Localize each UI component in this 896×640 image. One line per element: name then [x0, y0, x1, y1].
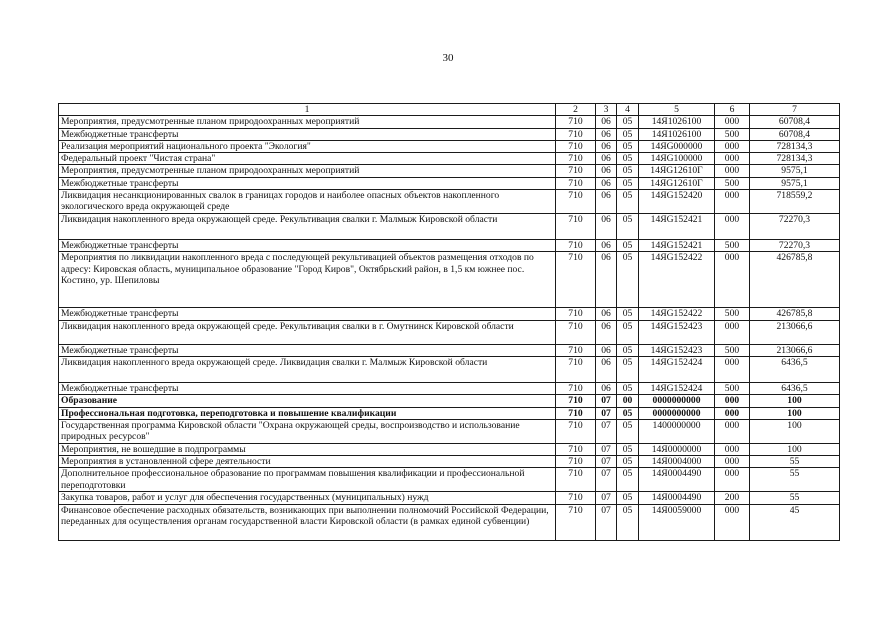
row-ministry-code: 710: [556, 140, 596, 152]
table-row: [59, 320, 840, 344]
row-name: Ликвидация накопленного вреда окружающей среде. Ликвидация свалки г. Малмыж Кировской области: [59, 356, 556, 382]
table-row: [59, 214, 840, 240]
row-amount: 55: [750, 456, 840, 468]
row-target-article: 14ЯG12610Г: [639, 165, 715, 177]
table-row: [59, 177, 840, 189]
row-section-code: 06: [596, 214, 617, 240]
row-expense-type: 500: [715, 177, 750, 189]
row-expense-type: 200: [715, 492, 750, 504]
row-expense-type: 000: [715, 153, 750, 165]
header-col-7: 7: [750, 104, 840, 116]
budget-table: [58, 103, 840, 541]
row-amount: 55: [750, 492, 840, 504]
row-amount: 718559,2: [750, 190, 840, 214]
row-name: Межбюджетные трансферты: [59, 177, 556, 189]
row-subsection-code: 05: [617, 382, 639, 394]
row-subsection-code: 05: [617, 320, 639, 344]
table-row: [59, 116, 840, 128]
row-amount: 728134,3: [750, 140, 840, 152]
row-ministry-code: 710: [556, 116, 596, 128]
row-expense-type: 500: [715, 344, 750, 356]
row-name: Межбюджетные трансферты: [59, 308, 556, 320]
row-amount: 213066,6: [750, 344, 840, 356]
row-section-code: 07: [596, 504, 617, 540]
row-target-article: 14ЯG152423: [639, 344, 715, 356]
header-col-1: 1: [59, 104, 556, 116]
table-row: [59, 252, 840, 308]
row-amount: 100: [750, 407, 840, 419]
row-target-article: 14ЯG152423: [639, 320, 715, 344]
row-name: Мероприятия по ликвидации накопленного вреда с последующей рекультивацией объектов размещения отходов по адресу: Кировская область, муниципальное образование "Город Киров", Октябрьский район, в 1,5 км южнее пос. Костино, ур. Шепиловы: [59, 252, 556, 308]
row-section-code: 07: [596, 395, 617, 407]
row-name: Мероприятия в установленной сфере деятельности: [59, 456, 556, 468]
row-section-code: 07: [596, 456, 617, 468]
row-target-article: 14Я0059000: [639, 504, 715, 540]
row-ministry-code: 710: [556, 468, 596, 492]
row-ministry-code: 710: [556, 240, 596, 252]
row-target-article: 14Я1026100: [639, 116, 715, 128]
row-subsection-code: 05: [617, 214, 639, 240]
row-ministry-code: 710: [556, 165, 596, 177]
row-amount: 6436,5: [750, 356, 840, 382]
row-name: Ликвидация несанкционированных свалок в границах городов и наиболее опасных объектов накопленного экологического вреда окружающей среде: [59, 190, 556, 214]
row-amount: 100: [750, 419, 840, 443]
row-expense-type: 500: [715, 240, 750, 252]
row-subsection-code: 05: [617, 456, 639, 468]
row-name: Межбюджетные трансферты: [59, 128, 556, 140]
row-section-code: 06: [596, 140, 617, 152]
row-target-article: 14ЯG152422: [639, 252, 715, 308]
row-section-code: 06: [596, 356, 617, 382]
row-section-code: 07: [596, 443, 617, 455]
row-subsection-code: 05: [617, 240, 639, 252]
row-expense-type: 000: [715, 456, 750, 468]
row-amount: 9575,1: [750, 177, 840, 189]
row-subsection-code: 05: [617, 419, 639, 443]
row-name: Реализация мероприятий национального проекта "Экология": [59, 140, 556, 152]
row-subsection-code: 05: [617, 140, 639, 152]
row-section-code: 06: [596, 190, 617, 214]
row-ministry-code: 710: [556, 382, 596, 394]
row-name: Государственная программа Кировской области "Охрана окружающей среды, воспроизводство и использование природных ресурсов": [59, 419, 556, 443]
table-row: [59, 504, 840, 540]
row-subsection-code: 05: [617, 252, 639, 308]
header-col-4: 4: [617, 104, 639, 116]
row-section-code: 06: [596, 240, 617, 252]
row-section-code: 06: [596, 177, 617, 189]
row-target-article: 14Я0004490: [639, 468, 715, 492]
row-subsection-code: 05: [617, 407, 639, 419]
table-row: [59, 468, 840, 492]
row-subsection-code: 05: [617, 308, 639, 320]
row-expense-type: 000: [715, 190, 750, 214]
header-col-6: 6: [715, 104, 750, 116]
row-amount: 45: [750, 504, 840, 540]
row-name: Ликвидация накопленного вреда окружающей среде. Рекультивация свалки г. Малмыж Кировской области: [59, 214, 556, 240]
row-amount: 213066,6: [750, 320, 840, 344]
row-section-code: 06: [596, 308, 617, 320]
header-col-5: 5: [639, 104, 715, 116]
row-expense-type: 000: [715, 214, 750, 240]
table-row: [59, 456, 840, 468]
row-ministry-code: 710: [556, 356, 596, 382]
row-ministry-code: 710: [556, 492, 596, 504]
row-subsection-code: 00: [617, 395, 639, 407]
table-row: [59, 443, 840, 455]
row-target-article: 14Я0000000: [639, 443, 715, 455]
table-row: [59, 395, 840, 407]
row-ministry-code: 710: [556, 320, 596, 344]
row-amount: 100: [750, 443, 840, 455]
row-amount: 60708,4: [750, 116, 840, 128]
table-row: [59, 128, 840, 140]
row-subsection-code: 05: [617, 356, 639, 382]
row-target-article: 14Я1026100: [639, 128, 715, 140]
row-ministry-code: 710: [556, 153, 596, 165]
page-number: 30: [442, 52, 454, 64]
row-target-article: 14ЯG000000: [639, 140, 715, 152]
table-row: [59, 356, 840, 382]
row-section-code: 06: [596, 320, 617, 344]
row-section-code: 06: [596, 153, 617, 165]
row-name: Межбюджетные трансферты: [59, 344, 556, 356]
table-row: [59, 344, 840, 356]
row-name: Закупка товаров, работ и услуг для обеспечения государственных (муниципальных) нужд: [59, 492, 556, 504]
row-target-article: 14ЯG152420: [639, 190, 715, 214]
row-name: Межбюджетные трансферты: [59, 240, 556, 252]
row-amount: 55: [750, 468, 840, 492]
row-expense-type: 000: [715, 165, 750, 177]
table-row: [59, 190, 840, 214]
row-section-code: 06: [596, 252, 617, 308]
row-ministry-code: 710: [556, 344, 596, 356]
table-body: [59, 116, 840, 540]
row-name: Дополнительное профессиональное образование по программам повышения квалификации и профессиональной переподготовки: [59, 468, 556, 492]
row-target-article: 14ЯG152421: [639, 214, 715, 240]
row-name: Профессиональная подготовка, переподготовка и повышение квалификации: [59, 407, 556, 419]
row-target-article: 14ЯG152421: [639, 240, 715, 252]
header-row: [59, 104, 840, 116]
row-subsection-code: 05: [617, 468, 639, 492]
row-expense-type: 500: [715, 128, 750, 140]
row-amount: 100: [750, 395, 840, 407]
row-expense-type: 000: [715, 116, 750, 128]
row-amount: 426785,8: [750, 308, 840, 320]
row-section-code: 07: [596, 407, 617, 419]
row-ministry-code: 710: [556, 177, 596, 189]
row-subsection-code: 05: [617, 443, 639, 455]
table-row: [59, 492, 840, 504]
row-section-code: 07: [596, 419, 617, 443]
row-target-article: 14ЯG100000: [639, 153, 715, 165]
row-name: Образование: [59, 395, 556, 407]
row-subsection-code: 05: [617, 177, 639, 189]
row-target-article: 14ЯG12610Г: [639, 177, 715, 189]
row-target-article: 14Я0004000: [639, 456, 715, 468]
row-name: Мероприятия, не вошедшие в подпрограммы: [59, 443, 556, 455]
row-ministry-code: 710: [556, 128, 596, 140]
row-expense-type: 000: [715, 407, 750, 419]
row-expense-type: 000: [715, 356, 750, 382]
table-row: [59, 240, 840, 252]
table-row: [59, 407, 840, 419]
row-ministry-code: 710: [556, 504, 596, 540]
row-expense-type: 500: [715, 308, 750, 320]
row-expense-type: 000: [715, 140, 750, 152]
row-subsection-code: 05: [617, 492, 639, 504]
row-name: Межбюджетные трансферты: [59, 382, 556, 394]
row-expense-type: 000: [715, 252, 750, 308]
row-ministry-code: 710: [556, 214, 596, 240]
row-name: Федеральный проект "Чистая страна": [59, 153, 556, 165]
row-section-code: 06: [596, 116, 617, 128]
row-expense-type: 000: [715, 419, 750, 443]
row-amount: 9575,1: [750, 165, 840, 177]
row-target-article: 14ЯG152424: [639, 382, 715, 394]
row-name: Мероприятия, предусмотренные планом природоохранных мероприятий: [59, 165, 556, 177]
row-subsection-code: 05: [617, 116, 639, 128]
row-target-article: 14Я0004490: [639, 492, 715, 504]
row-section-code: 06: [596, 344, 617, 356]
row-ministry-code: 710: [556, 252, 596, 308]
row-ministry-code: 710: [556, 443, 596, 455]
row-target-article: 14ЯG152424: [639, 356, 715, 382]
row-section-code: 06: [596, 382, 617, 394]
row-amount: 426785,8: [750, 252, 840, 308]
row-ministry-code: 710: [556, 395, 596, 407]
row-amount: 72270,3: [750, 214, 840, 240]
row-ministry-code: 710: [556, 190, 596, 214]
row-ministry-code: 710: [556, 419, 596, 443]
row-target-article: 0000000000: [639, 395, 715, 407]
row-amount: 728134,3: [750, 153, 840, 165]
row-subsection-code: 05: [617, 165, 639, 177]
row-ministry-code: 710: [556, 456, 596, 468]
row-expense-type: 000: [715, 504, 750, 540]
row-subsection-code: 05: [617, 153, 639, 165]
row-section-code: 07: [596, 468, 617, 492]
row-ministry-code: 710: [556, 308, 596, 320]
row-name: Финансовое обеспечение расходных обязательств, возникающих при выполнении полномочий Российской Федерации, переданных для осуществления органам государственной власти Кировской области (в рамках единой субвенции): [59, 504, 556, 540]
table-row: [59, 153, 840, 165]
row-target-article: 1400000000: [639, 419, 715, 443]
table-row: [59, 382, 840, 394]
row-subsection-code: 05: [617, 190, 639, 214]
row-subsection-code: 05: [617, 128, 639, 140]
table-row: [59, 140, 840, 152]
row-subsection-code: 05: [617, 504, 639, 540]
table-row: [59, 308, 840, 320]
row-section-code: 07: [596, 492, 617, 504]
table-row: [59, 165, 840, 177]
row-expense-type: 000: [715, 320, 750, 344]
header-col-2: 2: [556, 104, 596, 116]
row-name: Мероприятия, предусмотренные планом природоохранных мероприятий: [59, 116, 556, 128]
row-amount: 60708,4: [750, 128, 840, 140]
row-expense-type: 000: [715, 468, 750, 492]
row-section-code: 06: [596, 165, 617, 177]
row-target-article: 0000000000: [639, 407, 715, 419]
row-amount: 72270,3: [750, 240, 840, 252]
row-amount: 6436,5: [750, 382, 840, 394]
row-expense-type: 500: [715, 382, 750, 394]
row-name: Ликвидация накопленного вреда окружающей среде. Рекультивация свалки в г. Омутнинск Кировской области: [59, 320, 556, 344]
header-col-3: 3: [596, 104, 617, 116]
row-ministry-code: 710: [556, 407, 596, 419]
row-subsection-code: 05: [617, 344, 639, 356]
row-target-article: 14ЯG152422: [639, 308, 715, 320]
row-expense-type: 000: [715, 395, 750, 407]
row-expense-type: 000: [715, 443, 750, 455]
row-section-code: 06: [596, 128, 617, 140]
table-row: [59, 419, 840, 443]
